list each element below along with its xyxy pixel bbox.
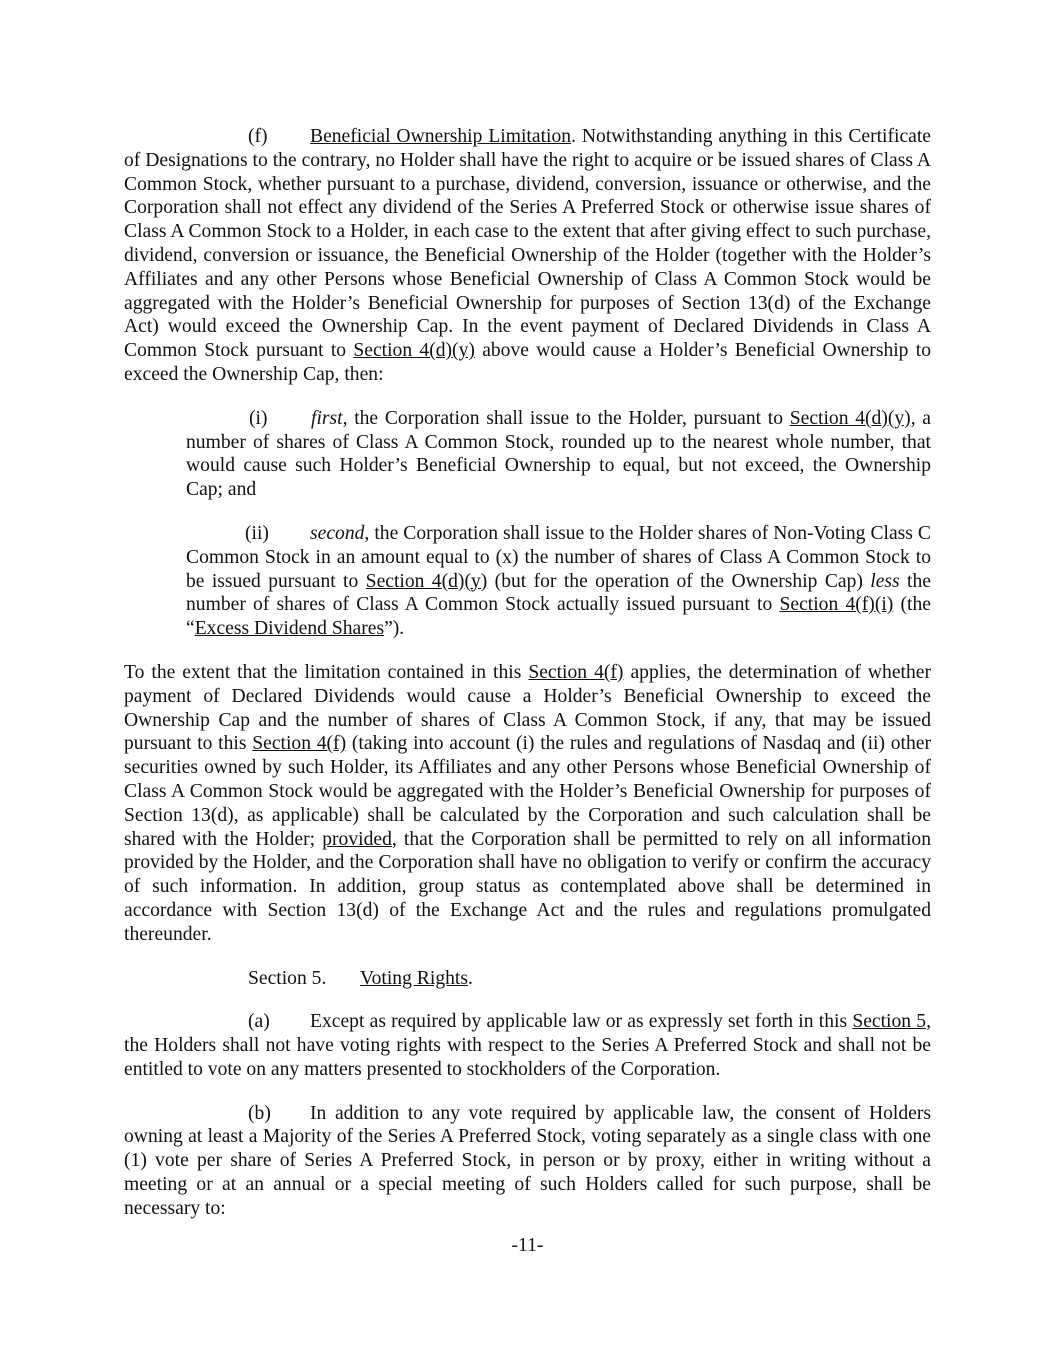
paragraph-number: (f) bbox=[248, 126, 268, 147]
paragraph-b: (b) In addition to any vote required by applicable law, the consent of Holders owning at least a Majority of the Series A Preferred Stock, voting separately as a single class with one (1) vote per share of Series A Preferred Stock, in person or by proxy, either in writing without a meeting or at an annual or a special meeting of such Holders called for such purpose, shall be necessary to: bbox=[124, 1102, 931, 1219]
subparagraph-i: (i) first, the Corporation shall issue to the Holder, pursuant to Section 4(d)(y), a number of shares of Class A Common Stock, rounded up to the nearest whole number, that would cause such Holder’s Beneficial Ownership to equal, but not exceed, the Ownership Cap; and bbox=[186, 407, 931, 501]
cross-reference: Section 4(f) bbox=[252, 733, 347, 755]
cross-reference: Section 4(d)(y) bbox=[353, 340, 475, 362]
emphasis: first bbox=[311, 407, 343, 429]
defined-term: provided bbox=[322, 828, 392, 850]
paragraph-number: (a) bbox=[248, 1011, 270, 1033]
paragraph-a: (a) Except as required by applicable law or as expressly set forth in this Section 5, the Holders shall not have voting rights with respect to the Series A Preferred Stock and shall not be entitled to vote on any matters presented to stockholders of the Corporation. bbox=[124, 1011, 932, 1080]
paragraph-f: (f) Beneficial Ownership Limitation. Notwithstanding anything in this Certificate of Designations to the contrary, no Holder shall have the right to acquire or be issued shares of Class A Common Stock, whether pursuant to a purchase, dividend, conversion, issuance or otherwise, and the Corporation shall not effect any dividend of the Series A Preferred Stock or otherwise issue shares of Class A Common Stock to a Holder, in each case to the extent that after giving effect to such purchase, dividend, conversion or issuance, the Beneficial Ownership of the Holder (together with the Holder’s Affiliates and any other Persons whose Beneficial Ownership of Class A Common Stock would be aggregated with the Holder’s Beneficial Ownership for purposes of Section 13(d) of the Exchange Act) would exceed the Ownership Cap. In the event payment of Declared Dividends in Class A Common Stock pursuant to Section 4(d)(y) above would cause a Holder’s Beneficial Ownership to exceed the Ownership Cap, then: bbox=[124, 126, 931, 385]
subparagraph-ii: (ii) second, the Corporation shall issue to the Holder shares of Non-Voting Class C Common Stock in an amount equal to (x) the number of shares of Class A Common Stock to be issued pursuant to Section 4(d)(y) (but for the operation of the Ownership Cap) less the number of shares of Class A Common Stock actually issued pursuant to Section 4(f)(i) (the “Excess Dividend Shares”). bbox=[186, 522, 931, 640]
page-number: -11- bbox=[511, 1235, 544, 1256]
paragraph-number: (ii) bbox=[245, 522, 269, 544]
page-body bbox=[124, 125, 931, 1221]
emphasis: less bbox=[870, 570, 900, 592]
section-title: Voting Rights bbox=[360, 967, 468, 989]
defined-term: Excess Dividend Shares bbox=[194, 618, 385, 640]
section-number: Section 5. bbox=[248, 967, 327, 989]
cross-reference: Section 4(f) bbox=[528, 661, 624, 683]
cross-reference: Section 4(f)(i) bbox=[779, 594, 894, 616]
limitation-paragraph: To the extent that the limitation contained in this Section 4(f) applies, the determination of whether payment of Declared Dividends would cause a Holder’s Beneficial Ownership to exceed the Ownership Cap and the number of shares of Class A Common Stock, if any, that may be issued pursuant to this Section 4(f) (taking into account (i) the rules and regulations of Nasdaq and (ii) other securities owned by such Holder, its Affiliates and any other Persons whose Beneficial Ownership of Class A Common Stock would be aggregated with the Holder’s Beneficial Ownership for purposes of Section 13(d), as applicable) shall be calculated by the Corporation and such calculation shall be shared with the Holder; provided, that the Corporation shall be permitted to rely on all information provided by the Holder, and the Corporation shall have no obligation to verify or confirm the accuracy of such information. In addition, group status as contemplated above shall be determined in accordance with Section 13(d) of the Exchange Act and the rules and regulations promulgated thereunder. bbox=[124, 661, 932, 945]
cross-reference: Section 4(d)(y) bbox=[365, 570, 488, 592]
paragraph-number: (b) bbox=[248, 1102, 271, 1124]
cross-reference: Section 4(d)(y) bbox=[789, 407, 911, 429]
emphasis: second bbox=[310, 522, 365, 544]
section-5-heading: Section 5. Voting Rights. bbox=[248, 967, 473, 989]
paragraph-number: (i) bbox=[249, 407, 268, 429]
section-title: Beneficial Ownership Limitation bbox=[310, 126, 572, 147]
cross-reference: Section 5 bbox=[852, 1011, 927, 1033]
